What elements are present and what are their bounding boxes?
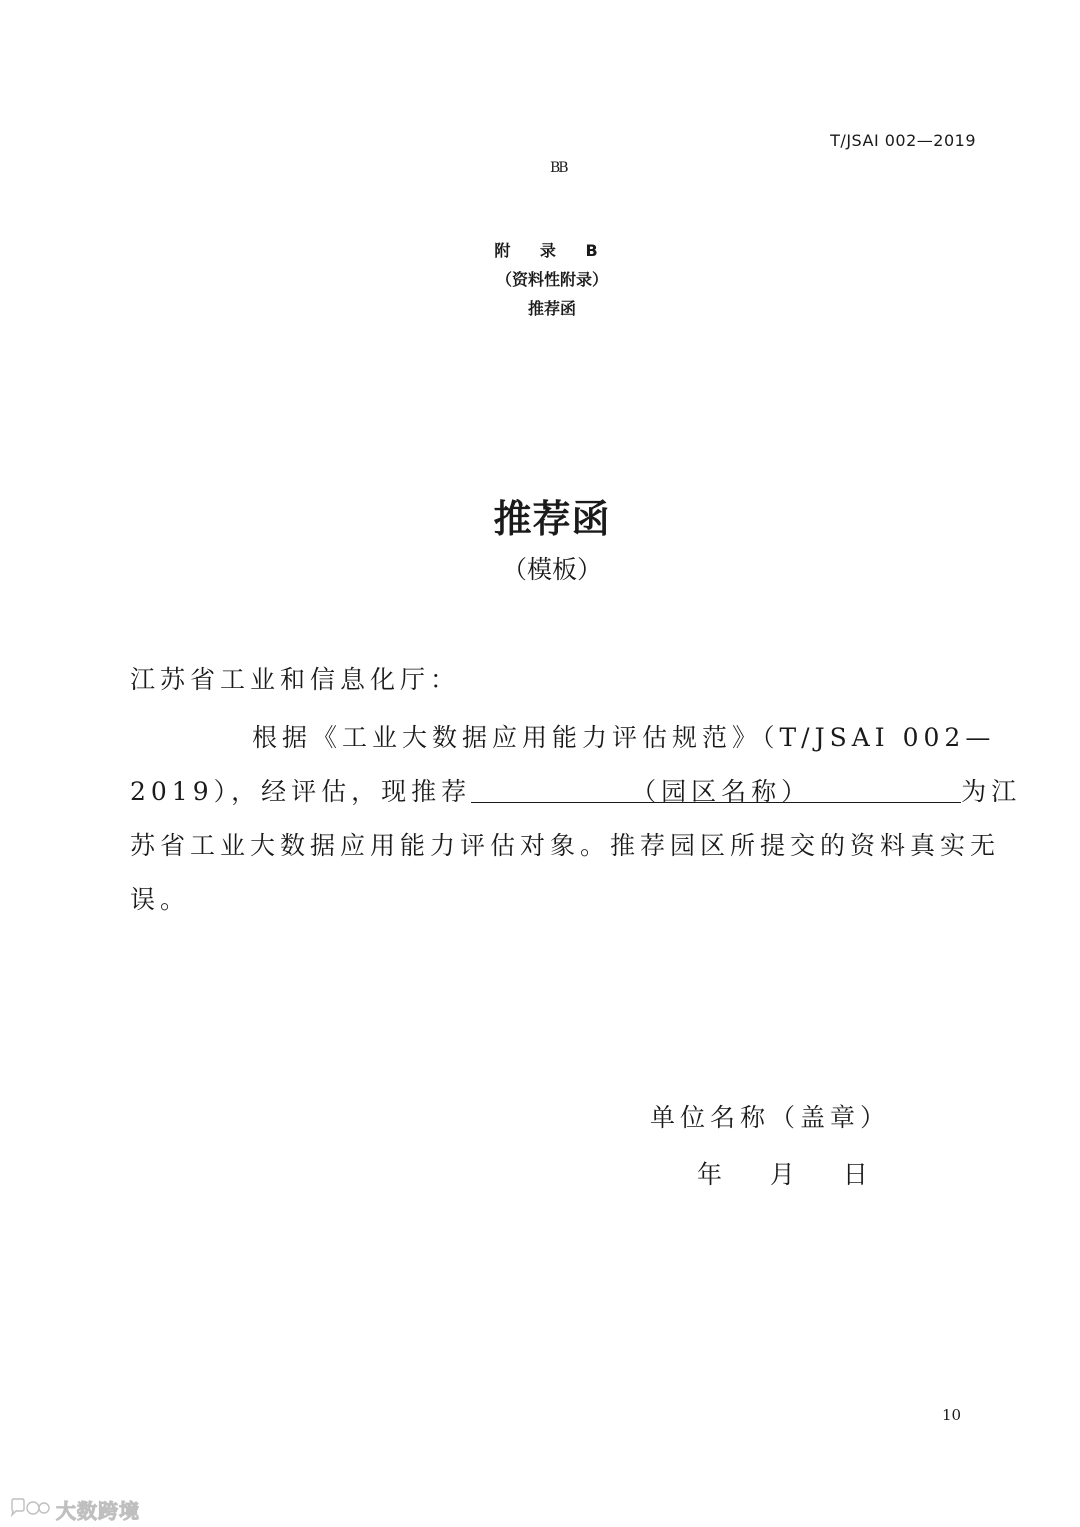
date-day: 日: [842, 1160, 868, 1189]
document-title: 推荐函: [493, 497, 611, 541]
appendix-heading: [0, 236, 1080, 323]
watermark: [8, 1495, 140, 1524]
appendix-title: 附 录 B: [494, 241, 610, 260]
park-name-blank: [471, 772, 961, 806]
park-name-label: （园区名称）: [631, 777, 812, 806]
body-line-4: 误。: [130, 885, 191, 914]
appendix-name: 推荐函: [527, 299, 576, 318]
standard-number: T/JSAI 002—2019: [830, 131, 976, 150]
addressee: 江苏省工业和信息化厅：: [130, 665, 461, 694]
chat-bubbles-icon: [8, 1497, 50, 1523]
watermark-text: 大数跨境: [56, 1499, 140, 1523]
date-year: 年: [697, 1160, 723, 1189]
signature-unit: 单位名称（盖章）: [650, 1103, 891, 1132]
body-line-2: [130, 772, 1021, 808]
body-line-3: 苏省工业大数据应用能力评估对象。推荐园区所提交的资料真实无: [130, 831, 1001, 860]
body-line-2-prefix: 2019），经评估，现推荐: [130, 777, 472, 806]
date-month: 月: [769, 1160, 795, 1189]
body-line-2-suffix: 为江: [961, 777, 1022, 806]
document-subtitle: （模板）: [501, 555, 602, 584]
header-mark: BB: [550, 160, 567, 176]
appendix-type: （资料性附录）: [495, 270, 608, 289]
body-line-1: 根据《工业大数据应用能力评估规范》（T/JSAI 002—: [252, 723, 996, 752]
signature-date: [697, 1155, 868, 1191]
page-number: 10: [942, 1406, 962, 1424]
